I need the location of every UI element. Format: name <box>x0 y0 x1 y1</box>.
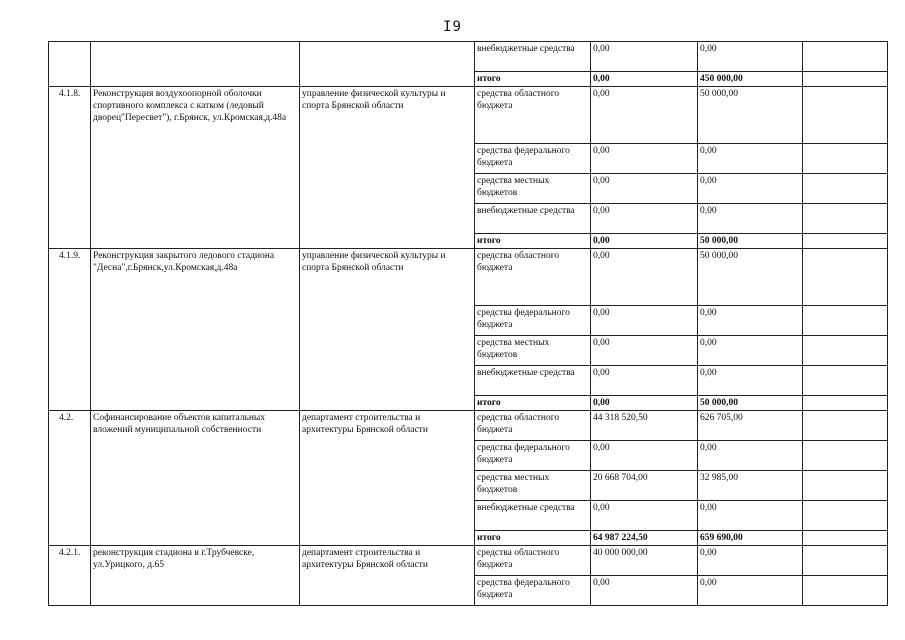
funding-source: внебюджетные средства <box>475 204 591 234</box>
amount-1: 0,00 <box>591 306 698 336</box>
extra-column <box>803 87 888 144</box>
table-row <box>49 411 888 441</box>
funding-source: внебюджетные средства <box>475 42 591 72</box>
item-number: 4.1.9. <box>49 249 91 411</box>
responsible-org <box>300 42 475 87</box>
extra-column <box>803 546 888 576</box>
extra-column <box>803 144 888 174</box>
item-number: 4.2.1. <box>49 546 91 606</box>
funding-source: внебюджетные средства <box>475 501 591 531</box>
amount-1: 64 987 224,50 <box>591 531 698 546</box>
table-body <box>49 42 888 606</box>
amount-2: 0,00 <box>698 336 803 366</box>
amount-1: 0,00 <box>591 204 698 234</box>
amount-2: 0,00 <box>698 576 803 606</box>
amount-1: 0,00 <box>591 72 698 87</box>
amount-2: 450 000,00 <box>698 72 803 87</box>
amount-1: 44 318 520,50 <box>591 411 698 441</box>
responsible-org: департамент строительства и архитектуры Брянской области <box>300 546 475 606</box>
item-number: 4.2. <box>49 411 91 546</box>
item-name: Реконструкция закрытого ледового стадиона "Десна",г.Брянск,ул.Кромская,д.48а <box>91 249 300 411</box>
funding-source: итого <box>475 396 591 411</box>
amount-2: 626 705,00 <box>698 411 803 441</box>
funding-source: средства областного бюджета <box>475 249 591 306</box>
page-number: I9 <box>443 19 462 35</box>
extra-column <box>803 306 888 336</box>
amount-1: 0,00 <box>591 174 698 204</box>
amount-2: 50 000,00 <box>698 249 803 306</box>
responsible-org: департамент строительства и архитектуры Брянской области <box>300 411 475 546</box>
funding-source: средства местных бюджетов <box>475 174 591 204</box>
amount-1: 0,00 <box>591 501 698 531</box>
item-number <box>49 42 91 87</box>
extra-column <box>803 366 888 396</box>
table-row <box>49 546 888 576</box>
amount-1: 0,00 <box>591 42 698 72</box>
extra-column <box>803 174 888 204</box>
item-name <box>91 42 300 87</box>
amount-2: 0,00 <box>698 306 803 336</box>
amount-2: 0,00 <box>698 42 803 72</box>
funding-source: средства местных бюджетов <box>475 336 591 366</box>
extra-column <box>803 441 888 471</box>
item-number: 4.1.8. <box>49 87 91 249</box>
extra-column <box>803 204 888 234</box>
funding-source: средства областного бюджета <box>475 411 591 441</box>
amount-2: 32 985,00 <box>698 471 803 501</box>
amount-1: 0,00 <box>591 234 698 249</box>
table-row <box>49 249 888 306</box>
amount-1: 0,00 <box>591 396 698 411</box>
item-name: Софинансирование объектов капитальных вложений муниципальной собственности <box>91 411 300 546</box>
amount-1: 0,00 <box>591 87 698 144</box>
amount-2: 0,00 <box>698 366 803 396</box>
extra-column <box>803 411 888 441</box>
amount-2: 659 690,00 <box>698 531 803 546</box>
table-row <box>49 42 888 72</box>
amount-2: 0,00 <box>698 174 803 204</box>
budget-table <box>48 41 888 606</box>
amount-1: 0,00 <box>591 144 698 174</box>
responsible-org: управление физической культуры и спорта Брянской области <box>300 87 475 249</box>
funding-source: средства местных бюджетов <box>475 471 591 501</box>
funding-source: средства областного бюджета <box>475 87 591 144</box>
amount-2: 50 000,00 <box>698 87 803 144</box>
amount-1: 40 000 000,00 <box>591 546 698 576</box>
funding-source: средства областного бюджета <box>475 546 591 576</box>
amount-2: 0,00 <box>698 546 803 576</box>
amount-2: 50 000,00 <box>698 396 803 411</box>
extra-column <box>803 576 888 606</box>
table-row <box>49 87 888 144</box>
amount-1: 20 668 704,00 <box>591 471 698 501</box>
amount-2: 50 000,00 <box>698 234 803 249</box>
extra-column <box>803 531 888 546</box>
amount-1: 0,00 <box>591 576 698 606</box>
extra-column <box>803 471 888 501</box>
extra-column <box>803 249 888 306</box>
responsible-org: управление физической культуры и спорта Брянской области <box>300 249 475 411</box>
extra-column <box>803 336 888 366</box>
item-name: Реконструкция воздухоопорной оболочки спортивного комплекса с катком (ледовый дворец"Пересвет"), г.Брянск, ул.Кромская,д.48а <box>91 87 300 249</box>
amount-2: 0,00 <box>698 441 803 471</box>
amount-2: 0,00 <box>698 204 803 234</box>
amount-1: 0,00 <box>591 249 698 306</box>
extra-column <box>803 396 888 411</box>
amount-2: 0,00 <box>698 501 803 531</box>
funding-source: итого <box>475 234 591 249</box>
funding-source: средства федерального бюджета <box>475 576 591 606</box>
extra-column <box>803 42 888 72</box>
extra-column <box>803 72 888 87</box>
funding-source: итого <box>475 72 591 87</box>
funding-source: итого <box>475 531 591 546</box>
funding-source: средства федерального бюджета <box>475 441 591 471</box>
amount-1: 0,00 <box>591 366 698 396</box>
funding-source: средства федерального бюджета <box>475 306 591 336</box>
extra-column <box>803 234 888 249</box>
amount-1: 0,00 <box>591 336 698 366</box>
amount-1: 0,00 <box>591 441 698 471</box>
extra-column <box>803 501 888 531</box>
amount-2: 0,00 <box>698 144 803 174</box>
funding-source: средства федерального бюджета <box>475 144 591 174</box>
funding-source: внебюджетные средства <box>475 366 591 396</box>
item-name: реконструкция стадиона в г.Трубчевске, ул.Урицкого, д.65 <box>91 546 300 606</box>
